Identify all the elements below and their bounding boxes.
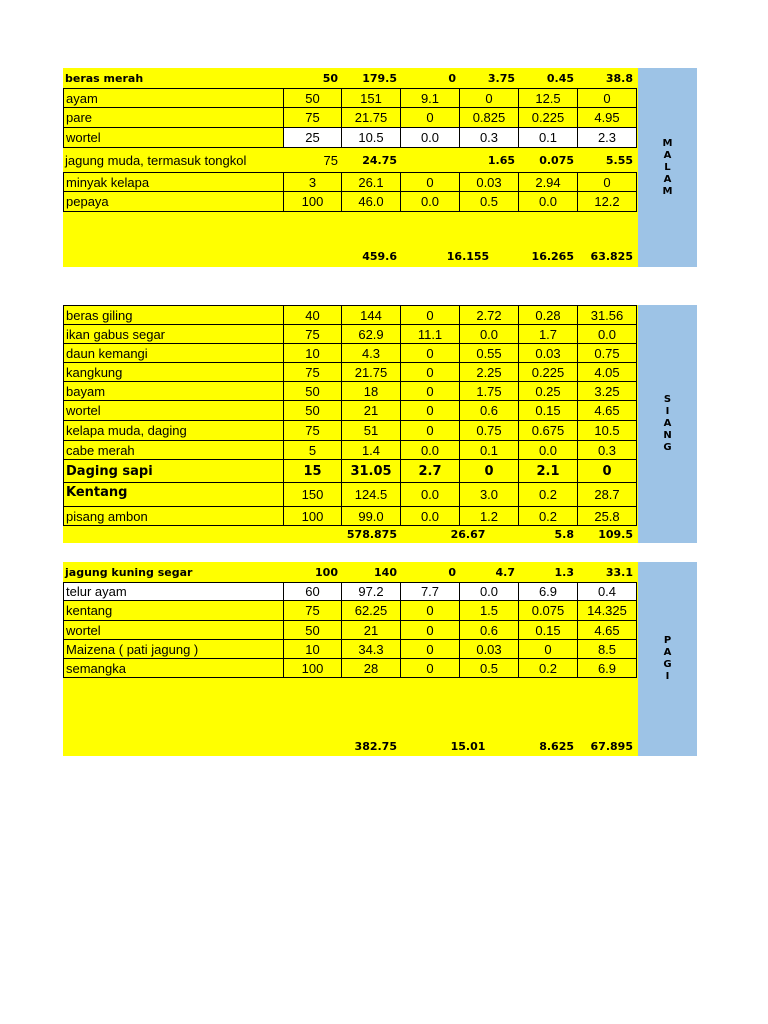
table-row: kentang 75 62.25 0 1.5 0.075 14.325 [63, 601, 638, 621]
table-row: ayam 50 151 9.1 0 12.5 0 [63, 88, 638, 108]
siang-table [63, 305, 697, 543]
pagi-table [63, 562, 697, 756]
table-row: wortel 50 21 0 0.6 0.15 4.65 [63, 621, 638, 640]
table-row: semangka 100 28 0 0.5 0.2 6.9 [63, 659, 638, 678]
table-row: Daging sapi 15 31.05 2.7 0 2.1 0 [63, 460, 638, 483]
table-row: telur ayam 60 97.2 7.7 0.0 6.9 0.4 [63, 582, 638, 601]
table-row: wortel 25 10.5 0.0 0.3 0.1 2.3 [63, 128, 638, 148]
table-row: daun kemangi 10 4.3 0 0.55 0.03 0.75 [63, 344, 638, 363]
table-row: kelapa muda, daging 75 51 0 0.75 0.675 10.5 [63, 421, 638, 441]
table-row: jagung kuning segar 100 140 0 4.7 1.3 33.1 [65, 565, 633, 579]
malam-side-label: M A L A M [638, 68, 697, 267]
siang-side-label: S I A N G [638, 305, 697, 543]
totals-row: 459.6 16.155 16.265 63.825 [362, 249, 633, 263]
table-row: beras giling 40 144 0 2.72 0.28 31.56 [63, 305, 638, 325]
table-row: beras merah 50 179.5 0 3.75 0.45 38.8 [65, 71, 633, 85]
table-row: jagung muda, termasuk tongkol 75 24.75 1.65 0.075 5.55 [65, 152, 633, 168]
table-row: cabe merah 5 1.4 0.0 0.1 0.0 0.3 [63, 441, 638, 460]
totals-row: 578.875 26.67 5.8 109.5 [346, 528, 633, 541]
totals-row: 382.75 15.01 8.625 67.895 [354, 740, 633, 753]
table-row: kangkung 75 21.75 0 2.25 0.225 4.05 [63, 363, 638, 382]
table-row: minyak kelapa 3 26.1 0 0.03 2.94 0 [63, 172, 638, 192]
table-row: ikan gabus segar 75 62.9 11.1 0.0 1.7 0.0 [63, 325, 638, 344]
table-row: Maizena ( pati jagung ) 10 34.3 0 0.03 0 8.5 [63, 640, 638, 659]
table-row: pare 75 21.75 0 0.825 0.225 4.95 [63, 108, 638, 128]
malam-table [63, 68, 697, 267]
table-row: wortel 50 21 0 0.6 0.15 4.65 [63, 401, 638, 421]
table-row: pisang ambon 100 99.0 0.0 1.2 0.2 25.8 [63, 507, 638, 526]
table-row: Kentang 150 124.5 0.0 3.0 0.2 28.7 [63, 483, 638, 507]
table-row: bayam 50 18 0 1.75 0.25 3.25 [63, 382, 638, 401]
pagi-side-label: P A G I [638, 562, 697, 756]
table-row: pepaya 100 46.0 0.0 0.5 0.0 12.2 [63, 192, 638, 212]
